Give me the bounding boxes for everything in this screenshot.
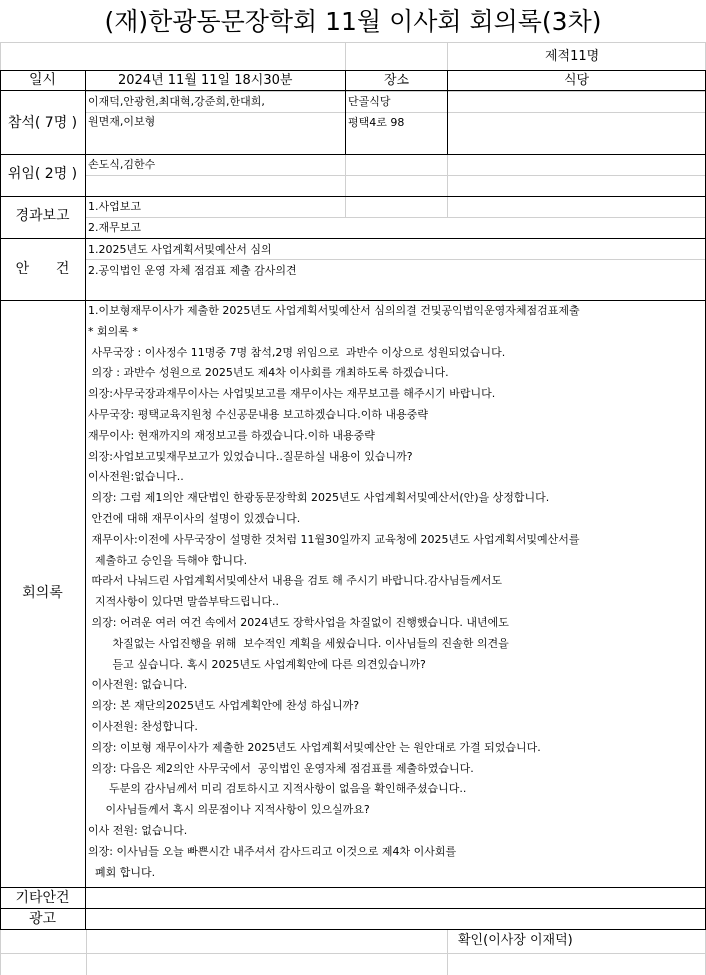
agenda-item: 1.2025년도 사업계획서및예산서 심의 — [88, 243, 272, 256]
minutes-line: 의장: 본 재단의2025년도 사업계획안에 찬성 하십니까? — [88, 699, 360, 713]
minutes-line: 재무이사: 현재까지의 재정보고를 하겠습니다.이하 내용중략 — [88, 428, 375, 442]
minutes-line: 따라서 나눠드린 사업계획서및예산서 내용을 검토 해 주시기 바랍니다.감사님들께서도 — [88, 574, 503, 588]
date-label: 일시 — [28, 72, 57, 88]
minutes-line: 차질없는 사업진행을 위해 보수적인 계획을 세웠습니다. 이사님들의 진솔한 의견을 — [88, 636, 509, 650]
minutes-line: 듣고 싶습니다. 혹시 2025년도 사업계획안에 다른 의견있습니까? — [88, 657, 426, 671]
minutes-line: 의장: 다음은 제2의안 사무국에서 공익법인 운영자체 점검표를 제출하였습니다. — [88, 761, 474, 775]
agenda-label: 안 건 — [15, 261, 70, 277]
minutes-line: 재무이사:이전에 사무국장이 설명한 것처럼 11월30일까지 교육청에 2025년도 사업계획서및예산서를 — [88, 532, 580, 546]
gridline — [447, 929, 448, 975]
gridline — [345, 42, 346, 70]
gridline — [86, 929, 87, 975]
minutes-line: 이사전원: 없습니다. — [88, 678, 188, 692]
minutes-line: 의장 : 과반수 성원으로 2025년도 제4차 이사회를 개최하도록 하겠습니다. — [88, 366, 449, 380]
minutes-line: 의장: 어려운 여러 여건 속에서 2024년도 장학사업을 차질없이 진행했습니다. 내년에도 — [88, 616, 509, 629]
report-item: 1.사업보고 — [88, 200, 141, 213]
minutes-line: 의장:사무국장과재무이사는 사업및보고를 재무이사는 재무보고를 해주시기 바랍니다. — [88, 387, 496, 401]
table-border — [0, 90, 706, 91]
minutes-line: 지적사항이 있다면 말씀부탁드립니다.. — [88, 595, 279, 609]
minutes-line: 사무국장: 평택교육지원청 수신공문내용 보고하겠습니다.이하 내용중략 — [88, 408, 428, 421]
gridline — [0, 42, 706, 43]
table-border — [0, 300, 706, 301]
minutes-label: 회의록 — [22, 585, 63, 601]
venue-name: 단골식당 — [348, 95, 391, 108]
gridline — [447, 154, 448, 217]
proxy-names: 손도식,김한수 — [88, 158, 156, 171]
date-value: 2024년 11월 11일 18시30분 — [118, 73, 293, 88]
notice-label: 광고 — [28, 911, 57, 927]
table-border — [85, 70, 86, 930]
table-border — [0, 929, 706, 930]
gridline — [0, 953, 706, 954]
minutes-line: 의장: 그럼 제1의안 재단법인 한광동문장학회 2025년도 사업계획서및예산서(안)을 상정합니다. — [88, 491, 550, 505]
gridline — [86, 217, 706, 218]
minutes-line: 이사전원:없습니다.. — [88, 470, 184, 484]
member-count: 제적11명 — [545, 49, 600, 64]
venue-address: 평택4로 98 — [348, 116, 405, 129]
minutes-line: 의장: 이보형 재무이사가 제출한 2025년도 사업계획서및예산안 는 원안대로 가결 되었습니다. — [88, 740, 541, 754]
report-label: 경과보고 — [15, 208, 70, 224]
minutes-line: 폐회 합니다. — [88, 865, 156, 879]
gridline — [86, 91, 706, 92]
minutes-line: 이사님들께서 혹시 의문점이나 지적사항이 있으실까요? — [88, 803, 370, 817]
minutes-line: 1.이보형재무이사가 제출한 2025년도 사업계획서및예산서 심의의결 건및공익법익운영자체점검표제출 — [88, 304, 580, 317]
table-border — [0, 887, 706, 888]
page-title: (재)한광동문장학회 11월 이사회 회의록(3차) — [104, 7, 602, 36]
confirmation: 확인(이사장 이재덕) — [458, 933, 573, 948]
attendee-names: 이재덕,안광헌,최대혁,강준희,한대희, — [88, 95, 265, 108]
attendee-names: 원면재,이보형 — [88, 115, 156, 128]
minutes-line: 이사전원: 찬성합니다. — [88, 720, 198, 733]
table-border — [0, 70, 1, 930]
gridline — [447, 42, 448, 70]
minutes-line: 이사 전원: 없습니다. — [88, 824, 188, 837]
other-label: 기타안건 — [15, 890, 70, 906]
minutes-line: 의장: 이사님들 오늘 빠쁜시간 내주셔서 감사드리고 이것으로 제4차 이사회를 — [88, 844, 457, 858]
place-value: 식당 — [563, 73, 590, 88]
minutes-line: 사무국장 : 이사정수 11명중 7명 참석,2명 위임으로 과반수 이상으로 성원되었습니다. — [88, 345, 506, 359]
proxy-label: 위임( 2명 ) — [7, 166, 78, 182]
minutes-line: * 회의록 * — [88, 324, 138, 338]
gridline — [86, 112, 706, 113]
gridline — [86, 175, 706, 176]
minutes-line: 안건에 대해 재무이사의 설명이 있겠습니다. — [88, 512, 301, 525]
minutes-line: 두분의 감사님께서 미리 검토하시고 지적사항이 없음을 확인해주셨습니다.. — [88, 782, 467, 796]
agenda-item: 2.공익법인 운영 자체 점검표 제출 감사의견 — [88, 264, 297, 277]
table-border — [0, 196, 706, 197]
report-item: 2.재무보고 — [88, 221, 141, 234]
gridline — [345, 154, 346, 217]
table-border — [0, 238, 706, 239]
minutes-line: 의장:사업보고및재무보고가 있었습니다..질문하실 내용이 있습니까? — [88, 449, 413, 463]
table-border — [0, 908, 706, 909]
minutes-line: 제출하고 승인을 득해야 합니다. — [88, 553, 248, 567]
table-border — [0, 154, 706, 155]
gridline — [86, 259, 706, 260]
place-label: 장소 — [383, 73, 410, 88]
attendance-label: 참석( 7명 ) — [7, 115, 78, 131]
